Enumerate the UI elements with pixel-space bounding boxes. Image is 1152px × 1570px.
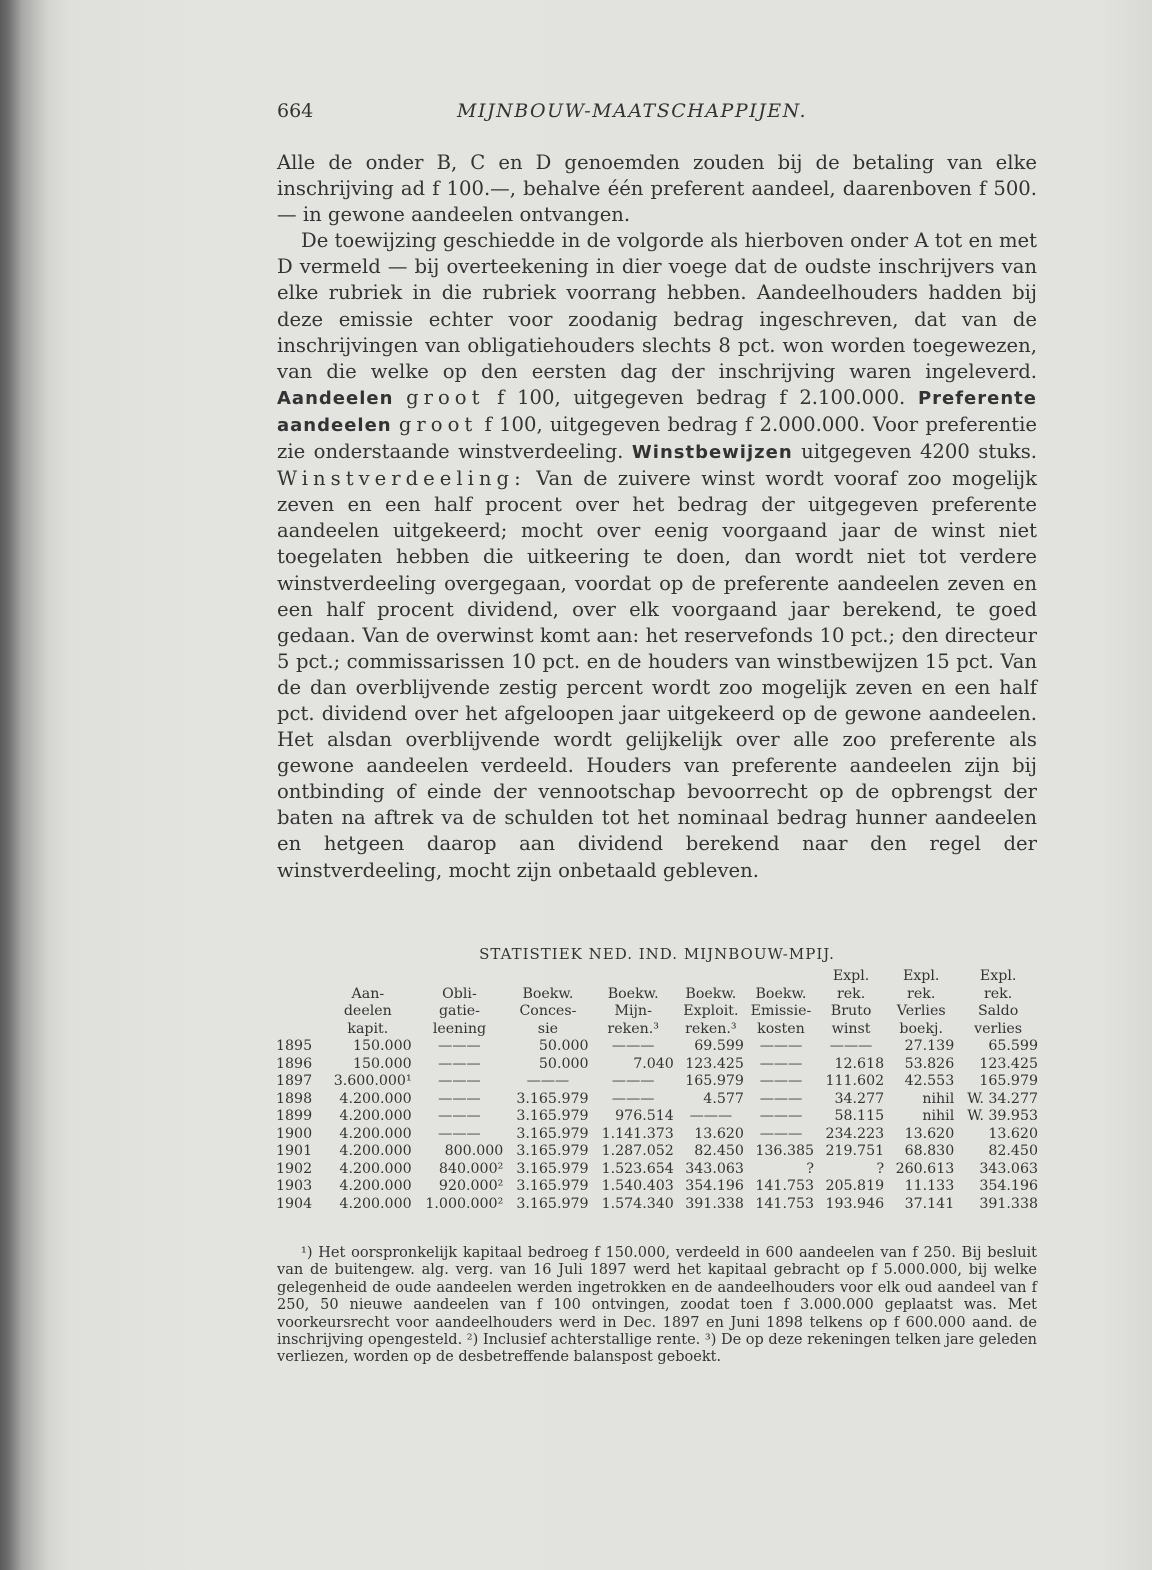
table-cell: 3.165.979 [516, 1195, 589, 1212]
table-header-row [274, 968, 1040, 1038]
table-cell: 165.979 [685, 1073, 744, 1089]
table-cell: ? [876, 1160, 885, 1177]
table-cell: 11.133 [904, 1178, 955, 1194]
table-cell: ——— [611, 1038, 655, 1054]
table-cell: 800.000 [444, 1143, 504, 1159]
table-cell: 123.425 [685, 1055, 744, 1072]
table-title: STATISTIEK NED. IND. MIJNBOUW-MPIJ. [479, 945, 835, 963]
table-cell: 50.000 [538, 1055, 589, 1072]
column-header-line: leening [432, 1020, 487, 1037]
table-cell: 1.000.000² [425, 1195, 504, 1212]
column-header-line: Expl. [832, 968, 870, 984]
column-header-line [275, 986, 321, 1004]
table-cell: 1.141.373 [601, 1125, 674, 1142]
table-cell: 343.063 [979, 1160, 1038, 1177]
table-cell: 13.620 [988, 1125, 1038, 1142]
table-cell: ——— [438, 1090, 481, 1107]
table-cell: nihil [922, 1090, 955, 1107]
column-header-line: Bruto [830, 1003, 872, 1019]
table-cell: ? [806, 1160, 815, 1177]
table-cell: 13.620 [694, 1125, 744, 1142]
column-header-line: kapit. [347, 1020, 389, 1037]
table-row [274, 1161, 1040, 1179]
table-cell: 150.000 [352, 1038, 412, 1054]
column-header-line: Boekw. [607, 985, 659, 1002]
table-cell: ——— [829, 1038, 873, 1054]
table-cell: 840.000² [438, 1160, 504, 1177]
table-cell: 4.200.000 [339, 1090, 412, 1107]
column-header-line: reken.³ [607, 1020, 659, 1037]
paragraph-1: Alle de onder B, C en D genoemden zouden bij de betaling van elke inschrijving ad f 100.—, behalve één preferent aandeel, daarenboven f 500.— in gewone aandeelen ontvangen. [277, 151, 1037, 227]
column-header-line: Saldo [977, 1003, 1019, 1019]
table-cell: 68.830 [904, 1143, 955, 1159]
table-cell: 3.600.000¹ [333, 1073, 412, 1089]
table-row [274, 1091, 1040, 1109]
paragraph-2-b: f 100, uitgegeven bedrag f 2.100.000. [497, 385, 906, 409]
table-cell: 82.450 [988, 1143, 1038, 1159]
column-header-line: Conces- [519, 1003, 577, 1019]
table-cell: 354.196 [979, 1178, 1038, 1194]
table-cell: 3.165.979 [516, 1143, 589, 1159]
table-cell: 50.000 [538, 1038, 589, 1054]
column-header-line: gatie- [438, 1003, 480, 1019]
year-cell: 1896 [276, 1055, 313, 1072]
year-cell: 1904 [276, 1195, 313, 1212]
table-cell: 4.200.000 [339, 1195, 412, 1212]
table-cell: W. 34.277 [967, 1090, 1038, 1107]
table-cell: 42.553 [904, 1073, 955, 1089]
column-header-line: Boekw. [755, 985, 807, 1002]
table-cell: 165.979 [979, 1073, 1038, 1089]
year-cell: 1900 [276, 1125, 313, 1142]
paragraph-2-c: f 100, uitgegeven bedrag f 2.000.000. Voor preferentie zie onderstaande winstverdeeling. [277, 412, 1037, 464]
table-cell: ——— [438, 1055, 481, 1072]
table-cell: 53.826 [904, 1055, 955, 1072]
column-header-5 [676, 968, 746, 1038]
table-row [274, 1143, 1040, 1161]
table-cell: 1.287.052 [601, 1143, 674, 1159]
table-row [274, 1108, 1040, 1126]
column-header-1 [322, 968, 414, 1038]
table-row [274, 1178, 1040, 1196]
column-header-line: rek. [836, 985, 866, 1002]
table-cell: ——— [759, 1108, 803, 1124]
table-cell: ——— [611, 1073, 655, 1089]
spaced-groot-2: groot [398, 412, 478, 436]
table-cell: 205.819 [825, 1178, 885, 1194]
column-header-2 [414, 968, 506, 1038]
table-cell: ——— [759, 1090, 803, 1107]
column-header-line: Mijn- [614, 1003, 652, 1019]
column-header-line: Expl. [902, 968, 940, 984]
table-row [274, 1073, 1040, 1091]
year-cell: 1898 [276, 1090, 313, 1107]
table-cell: 260.613 [895, 1160, 955, 1177]
table-cell: 141.753 [755, 1178, 815, 1194]
column-header-line: reken.³ [685, 1020, 737, 1037]
table-cell: 12.618 [834, 1055, 885, 1072]
table-cell: 219.751 [825, 1143, 885, 1159]
year-cell: 1897 [276, 1073, 313, 1089]
table-cell: 976.514 [615, 1108, 674, 1124]
column-header-line: Exploit. [683, 1003, 739, 1019]
table-cell: ——— [759, 1125, 803, 1142]
paragraph-2-e: Van de zuivere winst wordt vooraf zoo mogelijk zeven en een half procent over het bedrag der uitgegeven preferente aandeelen uitgekeerd; mocht over eenig voorgaand jaar de winst niet toegelaten hebben die uitkeering te doen, dan wordt niet tot verdere winstverdeeling overgegaan, voordat op de preferente aandeelen zeven en een half procent dividend, over elk voorgaand jaar berekend, te goed gedaan. Van de overwinst komt aan: het reservefonds 10 pct.; den directeur 5 pct.; commissarissen 10 pct. en de houders van winstbewijzen 15 pct. Van de dan overblijvende zestig percent wordt zoo mogelijk zeven en een half pct. dividend over het afgeloopen jaar uitgekeerd op de gewone aandeelen. Het alsdan overblijvende wordt gelijkelijk over alle zoo preferente als gewone aandeelen verdeeld. Houders van preferente aandeelen zijn bij ontbinding of einde der vennootschap bevoorrecht op de opbrengst der baten na aftrek va de schulden tot het nominaal bedrag hunner aandeelen en hetgeen daarop aan dividend berekend naar den regel der winstverdeeling, mocht zijn onbetaald gebleven. [277, 467, 1037, 882]
table-cell: 193.946 [825, 1195, 885, 1212]
table-cell: 82.450 [694, 1143, 744, 1159]
term-aandeelen: Aandeelen [277, 387, 394, 409]
column-header-3 [505, 968, 590, 1038]
table-cell: 391.338 [979, 1195, 1038, 1212]
table-body [274, 1038, 1040, 1213]
table-cell: 354.196 [685, 1178, 744, 1194]
table-cell: 4.200.000 [339, 1125, 412, 1142]
spaced-groot-1: groot [406, 385, 485, 409]
table-row [274, 1038, 1040, 1056]
column-header-line: rek. [983, 985, 1013, 1002]
column-header-line: rek. [907, 985, 936, 1002]
column-header-line: sie [537, 1020, 559, 1037]
column-header-8 [886, 968, 956, 1038]
table-cell: 4.200.000 [339, 1178, 412, 1194]
column-header-line: winst [831, 1020, 871, 1037]
table-cell: 3.165.979 [516, 1090, 589, 1107]
spaced-winstverdeeling: Winstverdeeling: [277, 467, 526, 491]
paragraph-2-a: De toewijzing geschiedde in de volgorde als hierboven onder A tot en met D vermeld — bij overteekening in dier voege dat de oudste inschrijvers van elke rubriek in die rubriek voorrang hebben. Aandeelhouders hadden bij deze emissie echter voor zoodanig bedrag ingeschreven, dat van de inschrijvingen van obligatiehouders slechts 8 pct. won worden toegewezen, van die welke op den eersten dag der inschrijving waren ingeleverd. [277, 229, 1037, 383]
column-header-line: kosten [757, 1020, 805, 1037]
column-header-line [275, 1021, 321, 1039]
footnotes [277, 1245, 1037, 1367]
table-cell: 4.200.000 [339, 1108, 412, 1124]
table-cell: nihil [922, 1108, 955, 1124]
table-cell: 1.574.340 [601, 1195, 674, 1212]
term-preferente-aandeelen: Preferente aandeelen [277, 387, 1037, 436]
table-cell: 3.165.979 [516, 1108, 589, 1124]
column-header-6 [746, 968, 816, 1038]
table-cell: ——— [759, 1055, 803, 1072]
table-cell: 69.599 [694, 1038, 744, 1054]
table-cell: 1.523.654 [601, 1160, 674, 1177]
year-cell: 1899 [276, 1108, 313, 1124]
table-cell: ——— [438, 1073, 481, 1089]
table-cell: 920.000² [438, 1178, 504, 1194]
table-cell: ——— [438, 1108, 481, 1124]
table-cell: 111.602 [825, 1073, 885, 1089]
table-cell: 123.425 [979, 1055, 1038, 1072]
table-cell: 58.115 [834, 1108, 885, 1124]
column-header-line: Boekw. [522, 985, 574, 1002]
column-header-line: verlies [974, 1020, 1023, 1037]
table-cell: 37.141 [904, 1195, 955, 1212]
table-cell: 4.577 [703, 1090, 744, 1107]
table-row [274, 1126, 1040, 1144]
column-header-line: Boekw. [685, 985, 737, 1002]
column-header-0 [274, 968, 322, 1038]
table-cell: ——— [438, 1125, 481, 1142]
paragraph-2 [277, 228, 1037, 883]
statistics-table [274, 968, 1040, 1213]
table-cell: 3.165.979 [516, 1178, 589, 1194]
table-cell: 7.040 [633, 1055, 674, 1072]
table-cell: ——— [438, 1038, 481, 1054]
column-header-9 [956, 968, 1040, 1038]
year-cell: 1902 [276, 1160, 313, 1177]
table-cell: ——— [611, 1090, 655, 1107]
table-cell: 4.200.000 [339, 1160, 412, 1177]
table-cell: 13.620 [904, 1125, 955, 1142]
page-header [277, 98, 1037, 128]
column-header-line: deelen [343, 1003, 392, 1019]
table-cell: 234.223 [825, 1125, 885, 1142]
table-cell: 391.338 [685, 1195, 744, 1212]
table-cell: 27.139 [904, 1038, 955, 1054]
column-header-line: boekj. [899, 1020, 943, 1037]
column-header-line: Verlies [896, 1003, 946, 1019]
year-cell: 1901 [276, 1143, 313, 1159]
table-cell: ——— [759, 1073, 803, 1089]
column-header-4 [591, 968, 676, 1038]
table-row [274, 1196, 1040, 1214]
term-winstbewijzen: Winstbewijzen [631, 442, 793, 464]
table-cell: 3.165.979 [516, 1160, 589, 1177]
column-header-line: Emissie- [750, 1003, 812, 1019]
running-head: MIJNBOUW-MAATSCHAPPIJEN. [457, 100, 808, 122]
column-header-7 [816, 968, 886, 1038]
year-cell: 1903 [276, 1178, 313, 1194]
page-number: 664 [277, 100, 314, 122]
table-cell: 4.200.000 [339, 1143, 412, 1159]
table-cell: 150.000 [352, 1055, 412, 1072]
column-header-line [275, 1003, 321, 1021]
table-cell: 34.277 [834, 1090, 885, 1107]
table-cell: 136.385 [755, 1143, 815, 1159]
column-header-line: Obli- [442, 985, 477, 1002]
table-cell: 1.540.403 [601, 1178, 674, 1194]
body-text [277, 150, 1037, 884]
paragraph-2-d: uitgegeven 4200 stuks. [801, 440, 1038, 464]
table-cell: ——— [759, 1038, 803, 1054]
table-cell: 343.063 [685, 1160, 744, 1177]
table-cell: ——— [689, 1108, 733, 1124]
column-header-line: Expl. [979, 968, 1017, 984]
table-cell: W. 39.953 [967, 1108, 1038, 1124]
table-cell: 65.599 [988, 1038, 1038, 1054]
table-row [274, 1056, 1040, 1074]
table-cell: ——— [526, 1073, 570, 1089]
column-header-line: Aan- [351, 985, 385, 1002]
table-cell: 141.753 [755, 1195, 815, 1212]
footnote-text: ¹) Het oorspronkelijk kapitaal bedroeg f 150.000, verdeeld in 600 aandeelen van f 250. Bij besluit van de buitengew. alg. verg. van 16 Juli 1897 werd het kapitaal gebracht op f 5.000.000, bij welke gelegenheid de oude aandeelen werden ingetrokken en de aandeelhouders voor elk oud aandeel van f 250, 50 nieuwe aandeelen van f 100 ontvingen, zoodat toen f 3.000.000 geplaatst was. Met voorkeursrecht voor aandeelhouders werd in Dec. 1897 en Juni 1898 telkens op f 600.000 aand. de inschrijving opengesteld. ²) Inclusief achterstallige rente. ³) De op deze rekeningen telken jare geleden verliezen, worden op de desbetreffende balanspost geboekt. [277, 1245, 1037, 1366]
table-cell: 3.165.979 [516, 1125, 589, 1142]
year-cell: 1895 [276, 1038, 313, 1054]
